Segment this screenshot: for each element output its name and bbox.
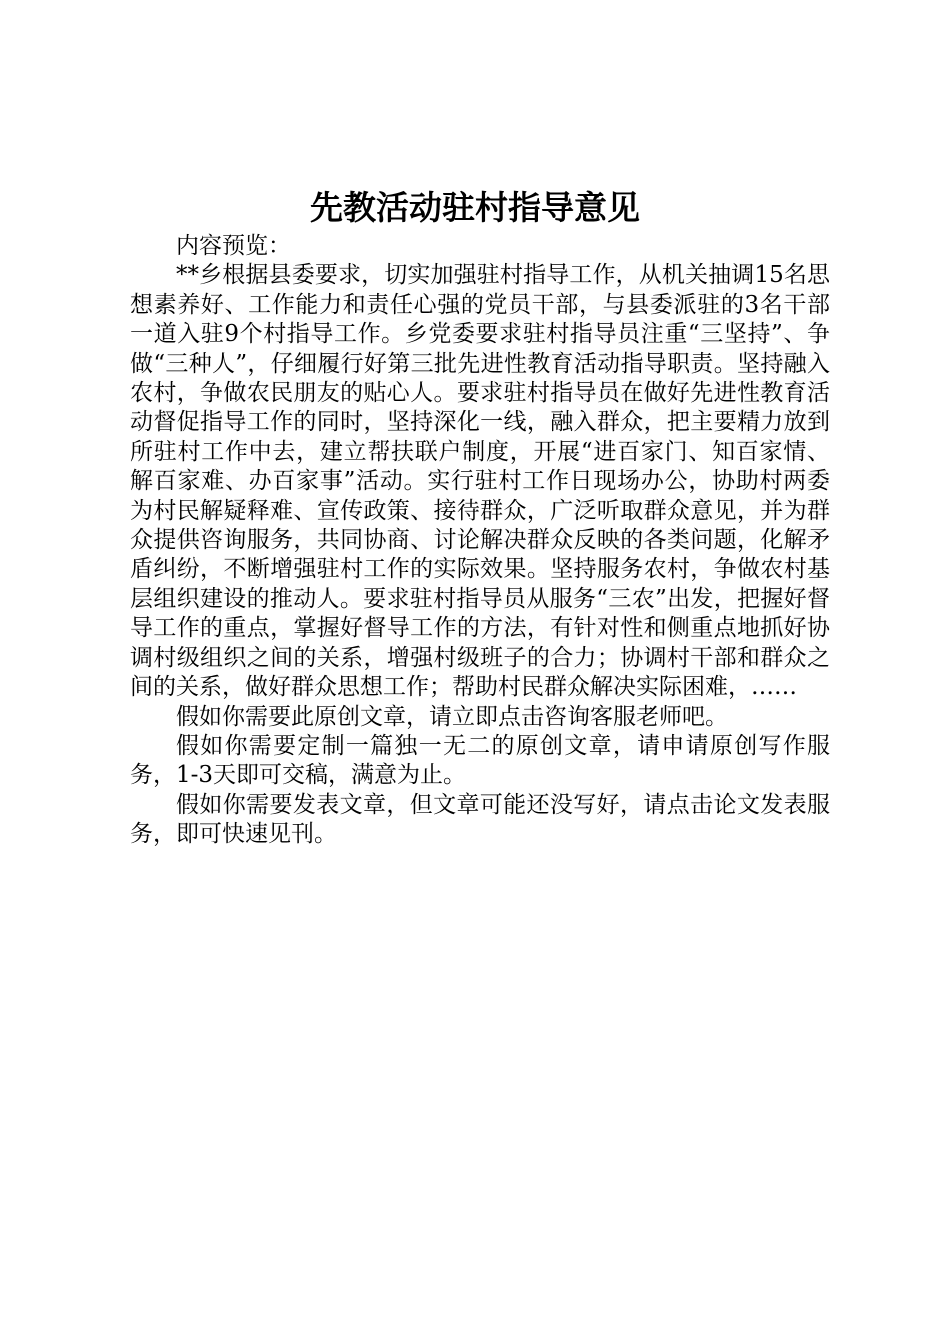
preview-paragraph: **乡根据县委要求，切实加强驻村指导工作，从机关抽调15名思想素养好、工作能力和责任心强的党员干部，与县委派驻的3名干部一道入驻9个村指导工作。乡党委要求驻村指导员注重“三坚持”、争做“三种人”，仔细履行好第三批先进性教育活动指导职责。坚持融入农村，争做农民朋友的贴心人。要求驻村指导员在做好先进性教育活动督促指导工作的同时，坚持深化一线，融入群众，把主要精力放到所驻村工作中去，建立帮扶联户制度，开展“进百家门、知百家情、解百家难、办百家事”活动。实行驻村工作日现场办公，协助村两委为村民解疑释难、宣传政策、接待群众，广泛听取群众意见，并为群众提供咨询服务，共同协商、讨论解决群众反映的各类问题，化解矛盾纠纷，不断增强驻村工作的实际效果。坚持服务农村，争做农村基层组织建设的推动人。要求驻村指导员从服务“三农”出发，把握好督导工作的重点，掌握好督导工作的方法，有针对性和侧重点地抓好协调村级组织之间的关系，增强村级班子的合力；协调村干部和群众之间的关系，做好群众思想工作；帮助村民群众解决实际困难，……: [130, 262, 830, 701]
preview-label: 内容预览：: [176, 233, 291, 259]
consult-service-paragraph: 假如你需要此原创文章，请立即点击咨询客服老师吧。: [176, 703, 728, 730]
document-body: [130, 232, 830, 850]
custom-writing-paragraph: 假如你需要定制一篇独一无二的原创文章，请申请原创写作服务，1-3天即可交稿，满意为止。: [130, 732, 830, 789]
document-title: 先教活动驻村指导意见: [310, 188, 640, 227]
publishing-service-paragraph: 假如你需要发表文章，但文章可能还没写好，请点击论文发表服务，即可快速见刊。: [130, 791, 830, 848]
